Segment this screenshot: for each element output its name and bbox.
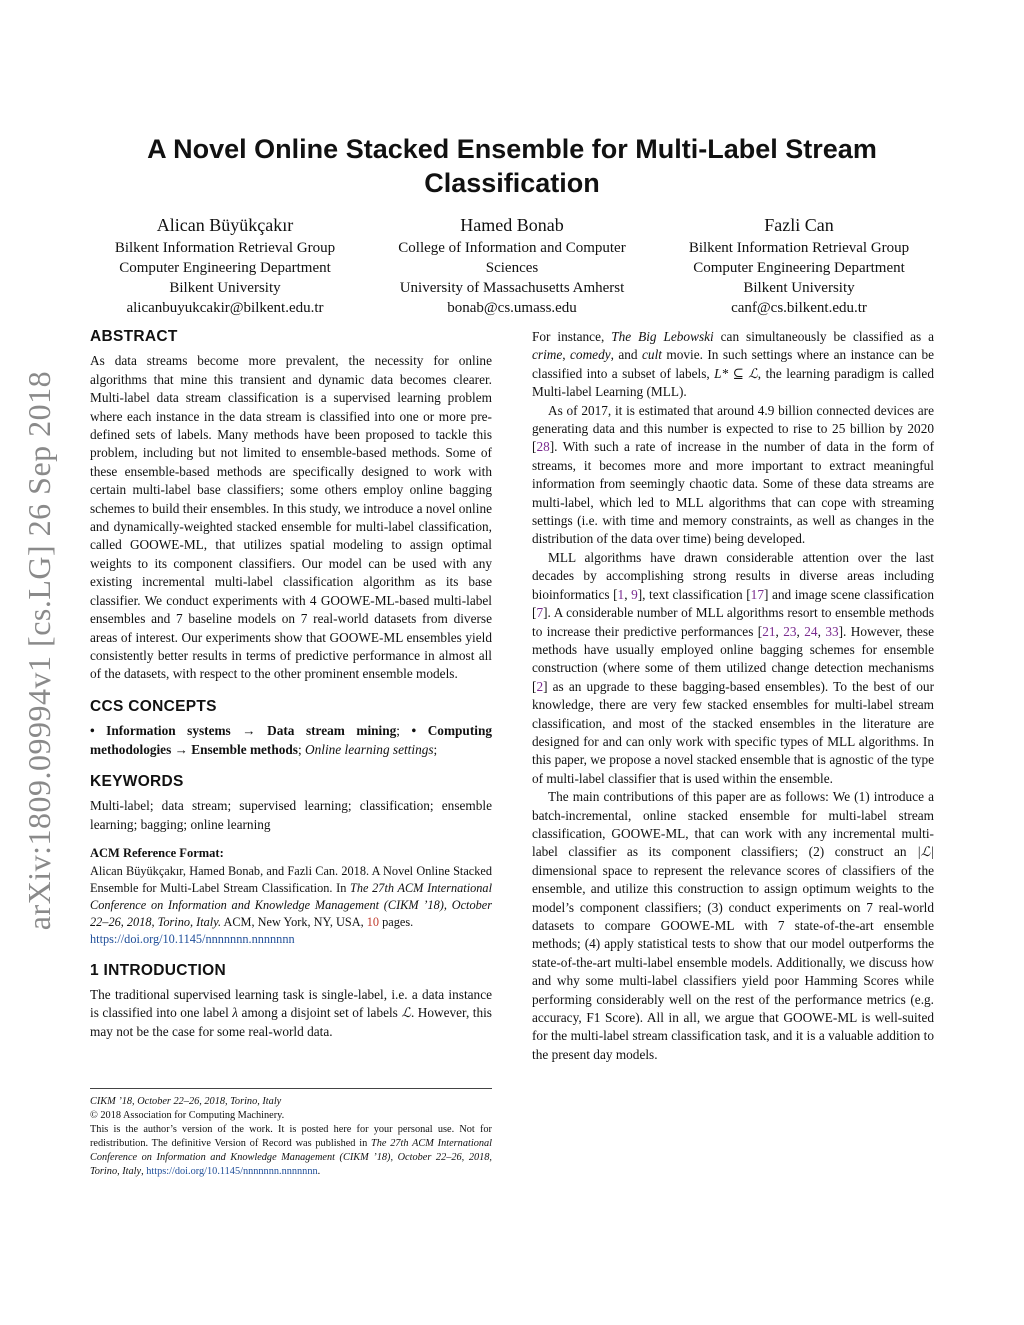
- ccs-item-2: Ensemble methods: [191, 741, 298, 757]
- movie-title: The Big Lebowski: [611, 329, 714, 344]
- footnote-notice: [90, 1123, 492, 1179]
- author-3: [664, 212, 934, 318]
- author-affiliation: College of Information and Computer: [398, 240, 626, 256]
- author-name: Fazli Can: [764, 215, 834, 235]
- text: ,: [624, 586, 632, 602]
- text: , the learning paradigm is called Multi-label Learning (MLL).: [532, 365, 934, 400]
- footnote-sep: ,: [141, 1166, 147, 1177]
- author-university: Bilkent University: [169, 280, 281, 296]
- arxiv-stamp: [18, 350, 62, 950]
- author-email: canf@cs.bilkent.edu.tr: [731, 300, 867, 316]
- acm-ref-heading: ACM Reference Format:: [90, 846, 224, 861]
- author-university: Bilkent University: [743, 280, 855, 296]
- title-line-1: A Novel Online Stacked Ensemble for Multi-Label Stream: [147, 134, 877, 164]
- text: ]. A considerable number of MLL algorithms resort to ensemble methods to increase their predictive performances [: [532, 605, 934, 639]
- author-department: Computer Engineering Department: [693, 260, 905, 276]
- acm-ref-pages-link[interactable]: 10: [366, 914, 380, 929]
- title-line-2: Classification: [424, 168, 600, 198]
- abstract-text: As data streams become more prevalent, the necessity for online algorithms that mine this transient and dynamic data becomes clearer. Multi-label data stream classification is a supervised learning problem where each instance in the data stream is classified into one or more pre-defined sets of labels. Many methods have been proposed to tackle this problem, including but not limited to ensemble-based methods. Some of these ensemble-based methods are specifically designed to work with certain multi-label base classifiers; some others employ online bagging schemes to build their ensembles. In this study, we introduce a novel online and dynamically-weighted stacked ensemble for multi-label classification, called GOOWE-ML, that utilizes spatial modeling to assign optimal weights to its component classifiers. Our model can be used with any existing incremental multi-label classification algorithm as its base classifier. We conduct experiments with 4 GOOWE-ML-based multi-label ensembles and 7 baseline models on 7 real-world datasets from diverse areas of interest. Our experiments show that GOOWE-ML ensembles yield consistently better results in terms of predictive performance in almost all of the datasets, with respect to the other prominent ensemble models.: [90, 353, 492, 682]
- author-university: University of Massachusetts Amherst: [399, 280, 625, 296]
- text: ] and image scene classification [: [532, 586, 934, 621]
- acm-ref-doi-link[interactable]: https://doi.org/10.1145/nnnnnnn.nnnnnnn: [90, 931, 295, 946]
- text: For instance,: [532, 329, 612, 344]
- text: ,: [817, 623, 826, 639]
- text: ]. With such a rate of increase in the number of data in the form of streams, it becomes more and more important to extract meaningful information from seemingly chaotic data. Some of these data streams are multi-label, which led to MLL algorithms that can cope with streaming settings (i.e. with time and memory constraints, as well as changes in the distribution of the data over time) being developed.: [532, 439, 934, 547]
- author-1: [90, 212, 360, 318]
- footnote-doi-link[interactable]: https://doi.org/10.1145/nnnnnnn.nnnnnnn: [146, 1166, 318, 1177]
- intro-paragraph-2: [532, 328, 934, 402]
- text: ] as an upgrade to these bagging-based ensembles). To the best of our knowledge, there are very few stacked ensembles for multi-label stream classification, and most of the stacked ensembles in the literature are designed for and can only work with specific types of MLL algorithms. In this paper, we propose a novel stacked ensemble that is agnostic of the type of multi-label classifier that is used within the ensemble.: [532, 678, 934, 786]
- ccs-arrow-2: →: [171, 741, 192, 757]
- lambda-symbol: λ: [232, 1005, 239, 1021]
- intro-text-c: . However, this may not be the case for some real-world data.: [90, 1005, 492, 1039]
- text: MLL algorithms have drawn considerable attention over the last decades by accomplishing strong results in diverse areas including bioinformatics [: [532, 549, 934, 602]
- footnote-end: .: [317, 1166, 321, 1177]
- citation-link[interactable]: 2: [536, 678, 544, 694]
- genre-cult: cult: [642, 347, 662, 363]
- acm-ref-part-3: pages.: [379, 914, 414, 929]
- author-department: Sciences: [485, 260, 539, 276]
- intro-paragraph-4: [532, 549, 934, 788]
- citation-link[interactable]: 21: [762, 623, 776, 639]
- footnote-conference: [90, 1095, 492, 1109]
- text: can simultaneously be classified as a: [713, 329, 934, 344]
- footnote-venue: The 27th ACM International Conference on Information and Knowledge Management (CIKM ’18), October 22–26, 2018, Torino, Italy: [90, 1138, 492, 1177]
- ccs-bullet-2: • Computing methodologies: [90, 723, 492, 757]
- ccs-concepts: [90, 722, 492, 759]
- label-dimension-symbol: |ℒ|: [917, 844, 934, 860]
- citation-link[interactable]: 28: [536, 439, 550, 455]
- text: movie. In such settings where an instance can be classified into a subset of labels,: [532, 347, 934, 381]
- footnote-notice-text: This is the author’s version of the work. It is posted here for your personal use. Not for redistribution. The definitive Version of Record was published in: [90, 1124, 492, 1149]
- text: ,: [796, 623, 805, 639]
- genre-crime: crime: [532, 347, 563, 363]
- label-set-symbol: ℒ: [401, 1005, 411, 1021]
- text: ]. However, these methods have usually employed online bagging schemes for ensemble construction (where some of them utilized change detection mechanisms [: [532, 623, 935, 694]
- text: , and: [610, 347, 643, 363]
- left-column: [90, 328, 492, 1041]
- ccs-separator: ;: [396, 723, 412, 739]
- author-department: Computer Engineering Department: [119, 260, 331, 276]
- text: As of 2017, it is estimated that around 4.9 billion connected devices are generating data and this number is expected to rise to 25 billion by 2020 [: [532, 402, 934, 455]
- citation-link[interactable]: 1: [617, 586, 625, 602]
- text: dimensional space to represent the relevance scores of classifiers of the ensemble, and utilize this construction to assign optimum weights to the model’s component classifiers; (3) conduct experiments on 7 real-world datasets to compare GOOWE-ML with 7 state-of-the-art ensemble methods; (4) apply statistical tests to show that our model outperforms the state-of-the-art multi-label ensemble models. Additionally, we discuss how and why some multi-label classifiers yield poor Hamming Scores while performing considerably well on the rest of the performance metrics (e.g. accuracy, F1 Score). All in all, we argue that GOOWE-ML is well-suited for the multi-label stream classification task, and it is a valuable addition to the present day models.: [532, 862, 934, 1062]
- author-2: [377, 212, 647, 318]
- citation-link[interactable]: 23: [783, 623, 797, 639]
- genre-comedy: comedy: [570, 347, 611, 363]
- intro-paragraph-5: [532, 788, 934, 1064]
- author-affiliation: Bilkent Information Retrieval Group: [688, 240, 910, 256]
- author-name: Hamed Bonab: [460, 215, 564, 235]
- acm-ref-part-1: Alican Büyükçakır, Hamed Bonab, and Fazli Can. 2018. A Novel Online Stacked Ensemble for Multi-Label Stream Classification. In: [90, 863, 492, 895]
- intro-text-a: The traditional supervised learning task is single-label, i.e. a data instance is classified into one label: [90, 986, 492, 1021]
- citation-link[interactable]: 7: [536, 605, 544, 621]
- right-column: [532, 328, 934, 1064]
- ccs-end: ;: [433, 741, 438, 757]
- citation-link[interactable]: 33: [825, 623, 839, 639]
- author-email: bonab@cs.umass.edu: [447, 300, 577, 316]
- ccs-separator-2: ;: [297, 741, 306, 757]
- text: ,: [562, 347, 571, 363]
- subset-formula: L* ⊆ ℒ: [714, 365, 758, 381]
- text: ,: [775, 623, 784, 639]
- footnote-copyright: © 2018 Association for Computing Machinery.: [90, 1110, 285, 1121]
- intro-heading: 1 INTRODUCTION: [90, 961, 226, 979]
- text: The main contributions of this paper are as follows: We (1) introduce a batch-incremental, online stacked ensemble for multi-label stream classification, GOOWE-ML, that can work with any incremental multi-label classifier as its component classifiers; (2) construct an: [532, 789, 934, 860]
- ccs-item-3: Online learning settings: [305, 741, 434, 757]
- citation-link[interactable]: 17: [750, 586, 764, 602]
- intro-paragraph: [90, 986, 492, 1041]
- intro-paragraph-3: [532, 402, 934, 549]
- acm-ref-venue: The 27th ACM International Conference on Information and Knowledge Management (CIKM ’18), October 22–26, 2018, Torino, Italy.: [90, 880, 492, 929]
- arxiv-stamp-text: arXiv:1809.09994v1 [cs.LG] 26 Sep 2018: [21, 370, 58, 930]
- keywords-text: Multi-label; data stream; supervised learning; classification; ensemble learning; bagging; online learning: [90, 798, 492, 832]
- citation-link[interactable]: 9: [631, 586, 638, 602]
- abstract-heading: ABSTRACT: [90, 328, 178, 345]
- author-name: Alican Büyükçakır: [156, 215, 294, 235]
- footnote-conf-text: CIKM ’18, October 22–26, 2018, Torino, Italy: [90, 1096, 282, 1107]
- paper-title: [90, 132, 934, 200]
- acm-ref-text: [90, 863, 492, 948]
- acm-ref-part-2: ACM, New York, NY, USA,: [221, 914, 367, 929]
- citation-link[interactable]: 24: [804, 623, 818, 639]
- author-block: [90, 212, 934, 318]
- footnote: [90, 1088, 492, 1179]
- ccs-heading: CCS CONCEPTS: [90, 697, 217, 715]
- text: ], text classification [: [637, 586, 751, 602]
- keywords-heading: KEYWORDS: [90, 772, 184, 790]
- author-affiliation: Bilkent Information Retrieval Group: [114, 240, 336, 256]
- intro-text-b: among a disjoint set of labels: [238, 1005, 402, 1021]
- ccs-item-1: Data stream mining: [267, 723, 397, 739]
- author-email: alicanbuyukcakir@bilkent.edu.tr: [126, 300, 324, 316]
- ccs-arrow-1: →: [230, 723, 268, 739]
- ccs-bullet-1: • Information systems: [90, 723, 231, 739]
